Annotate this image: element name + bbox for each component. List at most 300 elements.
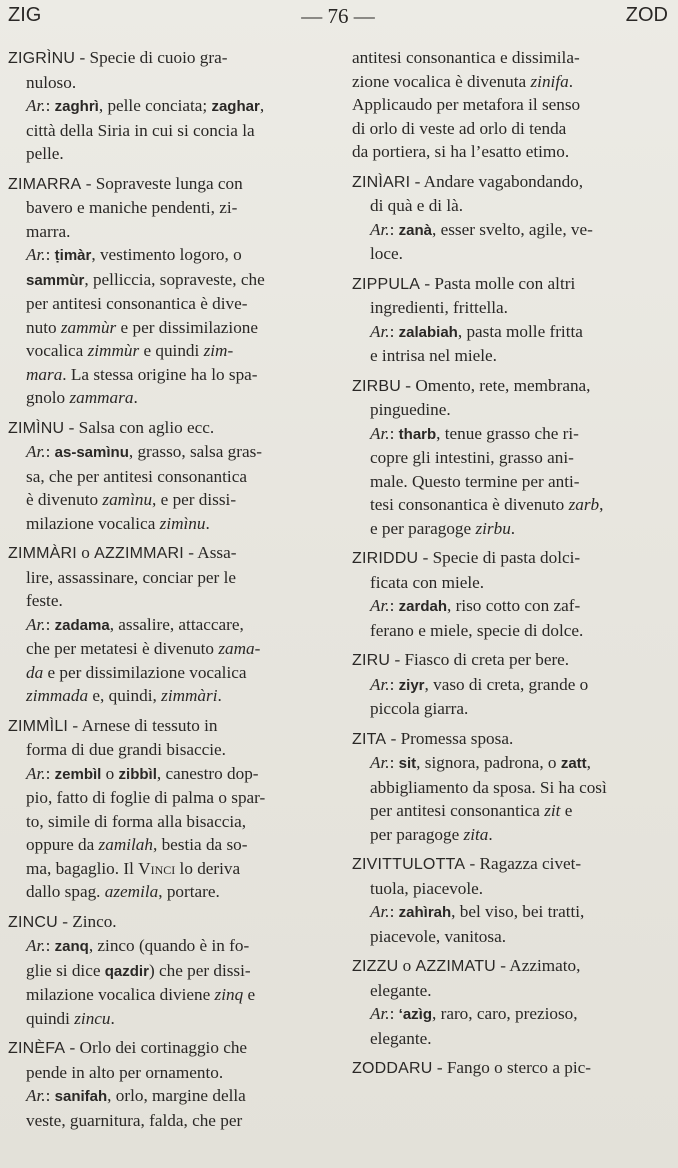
entry-zizzu xyxy=(352,954,670,1050)
entry-line xyxy=(352,218,670,243)
text-run: : xyxy=(45,245,55,264)
text-run: vocalica xyxy=(26,341,88,360)
entry-line xyxy=(352,320,670,345)
text-run: - Andare vagabondando, xyxy=(410,171,584,191)
entry-line xyxy=(352,117,670,141)
entry-ziru xyxy=(352,648,670,721)
text-run: , signora, padrona, o xyxy=(416,753,561,772)
headword: ZIRBU xyxy=(352,377,401,395)
text-run: nuloso. xyxy=(26,72,77,92)
text-run: ficata con miele. xyxy=(370,572,485,592)
text-run: - Fango o sterco a pic- xyxy=(432,1058,591,1077)
text-run: tesi consonantica è divenuto xyxy=(370,495,569,514)
text-run: - Orlo dei cortinaggio che xyxy=(65,1038,248,1057)
text-run: qazdir xyxy=(104,962,149,980)
text-run: : xyxy=(45,442,55,461)
text-run: , xyxy=(599,495,604,514)
text-run: marra. xyxy=(26,221,71,241)
arabic-abbrev: Ar. xyxy=(370,753,390,772)
arabic-abbrev: Ar. xyxy=(370,1004,390,1023)
text-run: forma di due grandi bisaccie. xyxy=(26,740,226,759)
text-run: Vinci xyxy=(138,858,176,878)
text-run: , bestia da so- xyxy=(152,835,248,854)
text-run: zione vocalica è divenuta xyxy=(352,71,531,91)
text-run: di quà e di là. xyxy=(370,196,464,215)
entry-line xyxy=(352,954,670,979)
arabic-abbrev: Ar. xyxy=(370,674,390,694)
text-run: - Sopraveste lunga con xyxy=(81,173,243,193)
headword: ZIVITTULOTTA xyxy=(352,856,466,873)
entry-line xyxy=(8,512,328,536)
arabic-abbrev: Ar. xyxy=(370,902,390,921)
text-run: zadama xyxy=(54,616,110,634)
arabic-abbrev: Ar. xyxy=(26,763,46,783)
entry-line xyxy=(352,344,670,368)
headword: ZIMMÀRI xyxy=(8,545,77,562)
text-run: ) che per dissi- xyxy=(148,960,251,980)
entry-line xyxy=(8,119,328,143)
entry-zincu xyxy=(8,910,328,1031)
entry-zinefa xyxy=(8,1036,328,1132)
text-run: , e per dissi- xyxy=(152,490,237,509)
entry-line xyxy=(8,268,328,293)
text-run: zatt xyxy=(560,755,587,772)
entry-line xyxy=(8,1084,328,1109)
text-run: , riso cotto con zaf- xyxy=(447,596,581,615)
text-run: per antitesi consonantica è dive- xyxy=(26,294,248,313)
text-run: , bel viso, bei tratti, xyxy=(451,902,585,921)
text-run: per paragoge xyxy=(370,824,464,844)
text-run: as-samìnu xyxy=(54,444,129,461)
entry-line xyxy=(8,541,328,566)
text-run: elegante. xyxy=(370,980,432,1000)
text-run: zama- xyxy=(218,639,261,658)
entry-line xyxy=(8,220,328,244)
entry-line xyxy=(352,242,670,266)
entry-line xyxy=(352,877,670,901)
arabic-abbrev: Ar. xyxy=(26,936,46,955)
text-run: zaghrì xyxy=(54,98,99,115)
entry-line xyxy=(8,637,328,661)
text-run: zarb xyxy=(568,495,600,514)
text-run: zimmùr xyxy=(87,341,140,360)
text-run: feste. xyxy=(26,591,63,610)
text-run: , assalire, attaccare, xyxy=(109,614,244,634)
text-run: sammùr xyxy=(26,271,85,289)
text-run: : xyxy=(45,614,55,634)
entry-zoddaru xyxy=(352,1056,670,1081)
text-run: quindi xyxy=(26,1008,75,1028)
text-run: piccola giarra. xyxy=(370,699,469,718)
entry-zirbu xyxy=(352,374,670,541)
text-run: zanà xyxy=(398,221,433,239)
text-run: tharb xyxy=(398,425,437,443)
text-run: zammùr xyxy=(60,317,117,337)
text-run: lire, assassinare, conciar per le xyxy=(26,567,236,587)
entry-line xyxy=(8,243,328,268)
text-run: zincu xyxy=(74,1008,111,1028)
text-run: zit xyxy=(544,801,561,820)
entry-ziriddu xyxy=(352,546,670,642)
text-run: e per dissimilazione vocalica xyxy=(43,662,247,682)
entry-line xyxy=(352,194,670,218)
text-run: - Azzimato, xyxy=(495,956,581,975)
text-run: . xyxy=(488,824,493,844)
entry-line xyxy=(8,613,328,638)
entry-line xyxy=(8,46,328,71)
entry-ziminu xyxy=(8,416,328,536)
text-run: . xyxy=(568,71,573,91)
text-run: antitesi consonantica e dissimila- xyxy=(352,48,580,67)
text-run: , pelle conciata; xyxy=(98,96,212,115)
entry-line xyxy=(352,272,670,297)
text-run: o xyxy=(398,956,416,975)
text-run: glie si dice xyxy=(26,960,105,980)
text-run: per antitesi consonantica xyxy=(370,801,545,820)
entry-line xyxy=(8,738,328,762)
entry-line xyxy=(8,292,328,316)
text-run: copre gli intestini, grasso ani- xyxy=(370,448,574,467)
text-run: che per metatesi è divenuto xyxy=(26,639,219,658)
entry-line xyxy=(8,142,328,166)
entry-line xyxy=(352,70,670,94)
text-run: , zinco (quando è in fo- xyxy=(88,936,250,955)
entry-line xyxy=(8,94,328,119)
text-run: veste, guarnitura, falda, che per xyxy=(26,1110,243,1130)
headword: ZIRIDDU xyxy=(352,550,419,567)
headword: ZIGRÌNU xyxy=(8,50,76,67)
entry-zita xyxy=(352,727,670,847)
entry-line xyxy=(352,619,670,643)
text-run: dallo spag. xyxy=(26,882,105,901)
text-run: pio, fatto di foglie di palma o spar- xyxy=(26,788,266,807)
entry-line xyxy=(8,465,328,489)
arabic-abbrev: Ar. xyxy=(26,96,46,115)
entry-zimmari xyxy=(8,541,328,708)
entry-line xyxy=(352,46,670,70)
headword: AZZIMMARI xyxy=(94,545,184,562)
entry-line xyxy=(8,172,328,197)
headword: ZINÈFA xyxy=(8,1040,66,1057)
text-run: : xyxy=(45,936,55,955)
text-run: di orlo di veste ad orlo di tenda xyxy=(352,118,567,138)
text-run: azemila xyxy=(104,882,159,901)
left-column xyxy=(8,46,328,1138)
text-run: ingredienti, frittella. xyxy=(370,298,508,317)
text-run: - Arnese di tessuto in xyxy=(68,715,218,735)
text-run: bavero e maniche pendenti, zi- xyxy=(26,198,238,217)
entry-line xyxy=(8,959,328,984)
text-run: pinguedine. xyxy=(370,400,451,419)
text-run: zinq xyxy=(214,985,244,1004)
entry-line xyxy=(352,727,670,752)
entry-line xyxy=(352,776,670,800)
text-run: : xyxy=(389,753,399,772)
entry-line xyxy=(8,589,328,613)
entry-line xyxy=(352,979,670,1003)
text-run: - Ragazza civet- xyxy=(465,854,582,873)
entry-line xyxy=(8,363,328,387)
text-run: ‘azìg xyxy=(398,1006,432,1023)
entry-line xyxy=(352,170,670,195)
entry-line xyxy=(352,398,670,422)
text-run: e per dissimilazione xyxy=(116,317,259,337)
entry-line xyxy=(8,1061,328,1085)
entry-zimarra xyxy=(8,172,328,410)
entry-line xyxy=(352,446,670,470)
text-run: zimmada xyxy=(26,686,89,705)
text-run: elegante. xyxy=(370,1028,432,1048)
entry-zimmili xyxy=(8,714,328,904)
text-run: zammara xyxy=(69,388,134,407)
text-run: , canestro dop- xyxy=(156,763,259,783)
entry-zippula xyxy=(352,272,670,368)
entry-line xyxy=(8,416,328,441)
arabic-abbrev: Ar. xyxy=(370,596,390,615)
text-run: loce. xyxy=(370,244,403,263)
entry-line xyxy=(8,1036,328,1061)
entry-line xyxy=(8,71,328,95)
text-run: tuola, piacevole. xyxy=(370,878,484,898)
entry-line xyxy=(8,762,328,787)
text-run: lo deriva xyxy=(175,858,241,878)
text-run: abbigliamento da sposa. Si ha così xyxy=(370,777,607,797)
entry-zivittulotta xyxy=(352,852,670,948)
text-run: : xyxy=(389,321,399,341)
entry-line xyxy=(8,316,328,340)
text-run: . xyxy=(205,513,210,533)
entry-line xyxy=(8,566,328,590)
text-run: , vaso di creta, grande o xyxy=(424,674,589,694)
entry-line xyxy=(8,810,328,834)
text-run: , pasta molle fritta xyxy=(457,321,583,341)
text-run: zimmàri xyxy=(161,686,218,705)
text-run: male. Questo termine per anti- xyxy=(370,471,580,491)
text-run: - Pasta molle con altri xyxy=(420,273,576,293)
entry-line xyxy=(352,1056,670,1081)
text-run: zimìnu xyxy=(159,513,206,533)
entry-line xyxy=(352,571,670,595)
text-run: oppure da xyxy=(26,835,99,854)
entry-line xyxy=(8,857,328,881)
entry-line xyxy=(8,196,328,220)
entry-line xyxy=(352,546,670,571)
entry-zigrinu xyxy=(8,46,328,166)
arabic-abbrev: Ar. xyxy=(26,442,46,461)
text-run: - Omento, rete, membrana, xyxy=(401,375,591,395)
text-run: : xyxy=(389,423,399,443)
headword: ZIZZU xyxy=(352,958,399,975)
arabic-abbrev: Ar. xyxy=(370,423,390,443)
text-run: piacevole, vanitosa. xyxy=(370,926,507,946)
text-run: , orlo, margine della xyxy=(107,1086,246,1105)
entry-line xyxy=(352,1027,670,1051)
entry-line xyxy=(352,493,670,517)
entry-line xyxy=(8,714,328,739)
entry-line xyxy=(8,786,328,810)
headword: ZIMARRA xyxy=(8,175,82,193)
entry-line xyxy=(352,422,670,447)
text-run: e xyxy=(560,801,573,820)
text-run: . xyxy=(217,686,222,705)
text-run: milazione vocalica diviene xyxy=(26,985,215,1004)
text-run: Applicaudo per metafora il senso xyxy=(352,95,581,114)
text-run: ziyr xyxy=(398,676,425,694)
text-run: e quindi xyxy=(139,341,204,360)
text-run: , raro, caro, prezioso, xyxy=(432,1004,578,1023)
text-run: pende in alto per ornamento. xyxy=(26,1062,224,1082)
text-run: zaghar xyxy=(211,98,260,115)
entry-line xyxy=(8,488,328,512)
text-run: - Specie di cuoio gra- xyxy=(75,48,228,67)
text-run: : xyxy=(45,763,55,783)
entry-line xyxy=(352,374,670,399)
text-run: - Fiasco di creta per bere. xyxy=(390,650,570,669)
entry-line xyxy=(8,684,328,708)
entry-line xyxy=(352,517,670,541)
text-run: pelle. xyxy=(26,144,64,163)
text-run: zita xyxy=(463,824,489,844)
arabic-abbrev: Ar. xyxy=(370,321,390,341)
entry-line xyxy=(8,880,328,904)
text-run: zardah xyxy=(398,598,448,615)
text-run: nuto xyxy=(26,317,61,337)
arabic-abbrev: Ar. xyxy=(370,219,390,239)
text-run: , portare. xyxy=(158,882,220,901)
entry-line xyxy=(8,1007,328,1031)
right-column xyxy=(352,46,670,1087)
entry-line xyxy=(352,1002,670,1027)
text-run: sanifah xyxy=(54,1088,108,1105)
text-run: , esser svelto, agile, ve- xyxy=(432,219,593,239)
entry-line xyxy=(352,673,670,698)
text-run: è divenuto xyxy=(26,490,103,509)
entry-line xyxy=(8,386,328,410)
text-run: zahìrah xyxy=(398,904,452,921)
headword: AZZIMATU xyxy=(415,958,496,975)
text-run: , vestimento logoro, o xyxy=(91,245,242,264)
entry-line xyxy=(352,852,670,877)
entry-line xyxy=(8,661,328,685)
text-run: . xyxy=(510,518,516,538)
entry-line xyxy=(352,925,670,949)
text-run: o xyxy=(101,763,119,783)
text-run: : xyxy=(389,219,399,239)
text-run: ma, bagaglio. Il xyxy=(26,858,139,878)
header-left-guide-word: ZIG xyxy=(8,4,42,26)
text-run: ferano e miele, specie di dolce. xyxy=(370,620,584,640)
entry-line xyxy=(8,934,328,959)
text-run: : xyxy=(389,674,399,694)
text-run: - Specie di pasta dolci- xyxy=(418,548,581,567)
text-run: gnolo xyxy=(26,388,70,407)
page-number: — 76 — xyxy=(301,4,375,28)
arabic-abbrev: Ar. xyxy=(26,614,46,634)
text-run: - Zinco. xyxy=(57,911,117,931)
text-run: - Salsa con aglio ecc. xyxy=(64,417,215,437)
headword: ZIPPULA xyxy=(352,275,421,293)
text-run: da portiera, si ha l’esatto etimo. xyxy=(352,142,570,161)
text-run: o xyxy=(76,543,95,562)
header-right-guide-word: ZOD xyxy=(625,4,668,26)
text-run: e intrisa nel miele. xyxy=(370,346,497,365)
entry-line xyxy=(8,339,328,363)
text-run: città della Siria in cui si concia la xyxy=(26,120,255,140)
text-run: zamìnu xyxy=(102,490,153,509)
headword: ZODDARU xyxy=(352,1060,433,1077)
headword: ZINCU xyxy=(8,913,58,931)
text-run: : xyxy=(45,1086,55,1105)
entry-line xyxy=(352,799,670,823)
entry-line xyxy=(8,1109,328,1133)
text-run: mara xyxy=(26,364,63,384)
text-run: - Assa- xyxy=(183,543,237,562)
text-run: : xyxy=(389,1004,399,1023)
text-run: zamilah xyxy=(98,835,153,854)
text-run: zinifa xyxy=(530,71,569,91)
entry-line xyxy=(352,900,670,925)
text-run: zibbìl xyxy=(118,765,157,783)
entry-line xyxy=(352,140,670,164)
text-run: to, simile di forma alla bisaccia, xyxy=(26,811,247,831)
text-run: zalabiah xyxy=(398,323,458,341)
text-run: da xyxy=(26,662,44,682)
text-run: ṭimàr xyxy=(54,247,92,264)
entry-line xyxy=(352,648,670,673)
text-run: , tenue grasso che ri- xyxy=(436,423,579,443)
text-run: milazione vocalica xyxy=(26,513,160,533)
entry-line xyxy=(352,93,670,117)
entry-line xyxy=(352,823,670,847)
text-run: . La stessa origine ha lo spa- xyxy=(62,364,258,384)
text-run: . xyxy=(133,388,138,407)
entry-line xyxy=(352,296,670,320)
entry-line xyxy=(8,983,328,1007)
headword: ZITA xyxy=(352,730,387,748)
text-run: e xyxy=(243,985,256,1004)
entry-line xyxy=(8,910,328,935)
entry-ziniari xyxy=(352,170,670,266)
entry-line xyxy=(352,470,670,494)
text-run: e per paragoge xyxy=(370,518,476,538)
running-header xyxy=(8,4,668,34)
text-run: - Promessa sposa. xyxy=(386,728,514,748)
text-run: sa, che per antitesi consonantica xyxy=(26,466,247,486)
text-run: , xyxy=(586,753,591,772)
arabic-abbrev: Ar. xyxy=(26,245,46,264)
text-run: zanq xyxy=(54,938,89,955)
arabic-abbrev: Ar. xyxy=(26,1086,46,1105)
text-run: zirbu xyxy=(475,518,511,538)
text-run: : xyxy=(45,96,55,115)
text-run: , grasso, salsa gras- xyxy=(128,442,263,461)
headword: ZIMÌNU xyxy=(8,419,65,437)
text-run: : xyxy=(389,596,399,615)
entry-line xyxy=(8,440,328,465)
entry-line xyxy=(8,833,328,857)
entry-zinefa-cont xyxy=(352,46,670,164)
entry-line xyxy=(352,697,670,721)
text-run: sit xyxy=(398,755,417,772)
text-run: zembìl xyxy=(54,765,102,783)
entry-line xyxy=(352,594,670,619)
headword: ZIMMÌLI xyxy=(8,717,69,735)
headword: ZINÌARI xyxy=(352,173,411,191)
text-run: e, quindi, xyxy=(88,686,162,705)
text-run: : xyxy=(389,902,399,921)
text-run: . xyxy=(110,1008,115,1028)
entry-line xyxy=(352,751,670,776)
